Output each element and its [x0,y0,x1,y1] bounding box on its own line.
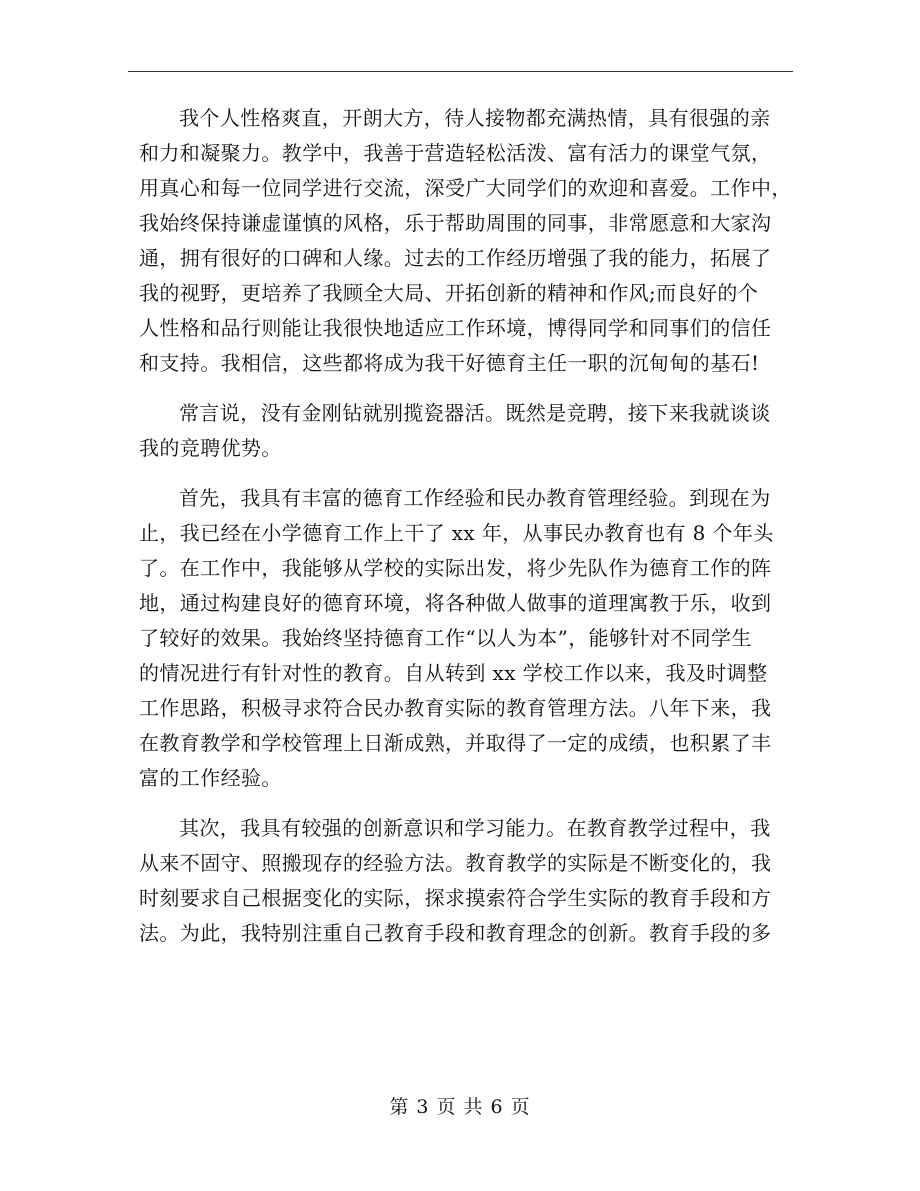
text-line: 了较好的效果。我始终坚持德育工作“以人为本”，能够针对不同学生 [139,626,752,650]
paragraph-spacing [139,381,784,396]
text-line: 法。为此，我特别注重自己教育手段和教育理念的创新。教育手段的多 [139,921,772,945]
text-line: 其次，我具有较强的创新意识和学习能力。在教育教学过程中，我 [179,816,771,840]
paragraph [139,811,784,951]
paragraph [139,481,784,796]
document-body [139,101,792,951]
text-line: 我的视野，更培养了我顾全大局、开拓创新的精神和作风;而良好的个 [139,281,759,305]
text-line: 用真心和每一位同学进行交流，深受广大同学们的欢迎和喜爱。工作中， [139,176,792,200]
text-line: 通，拥有很好的口碑和人缘。过去的工作经历增强了我的能力，拓展了 [139,246,772,270]
text-line: 我个人性格爽直，开朗大方，待人接物都充满热情，具有很强的亲 [179,106,771,130]
text-line: 富的工作经验。 [139,766,282,790]
paragraph [139,101,792,381]
text-line: 的情况进行有针对性的教育。自从转到 xx 学校工作以来，我及时调整 [139,661,768,685]
text-line: 和支持。我相信，这些都将成为我干好德育主任一职的沉甸甸的基石! [139,351,760,375]
text-line: 了。在工作中，我能够从学校的实际出发，将少先队作为德育工作的阵 [139,556,772,580]
text-line: 常言说，没有金刚钻就别揽瓷器活。既然是竞聘，接下来我就谈谈 [179,401,771,425]
text-line: 时刻要求自己根据变化的实际，探求摸索符合学生实际的教育手段和方 [139,886,772,910]
text-line: 我的竞聘优势。 [139,436,282,460]
text-line: 我始终保持谦虚谨慎的风格，乐于帮助周围的同事，非常愿意和大家沟 [139,211,772,235]
paragraph [139,396,784,466]
text-line: 地，通过构建良好的德育环境，将各种做人做事的道理寓教于乐，收到 [139,591,772,615]
text-line: 和力和凝聚力。教学中，我善于营造轻松活泼、富有活力的课堂气氛， [139,141,772,165]
paragraph-spacing [139,796,784,811]
text-line: 人性格和品行则能让我很快地适应工作环境，博得同学和同事们的信任 [139,316,772,340]
text-line: 从来不固守、照搬现存的经验方法。教育教学的实际是不断变化的，我 [139,851,772,875]
text-line: 工作思路，积极寻求符合民办教育实际的教育管理方法。八年下来，我 [139,696,772,720]
text-line: 止，我已经在小学德育工作上干了 xx 年，从事民办教育也有 8 个年头 [139,521,774,545]
paragraph-spacing [139,466,784,481]
page-number-footer: 第 3 页 共 6 页 [389,1096,531,1118]
text-line: 首先，我具有丰富的德育工作经验和民办教育管理经验。到现在为 [179,486,771,510]
header-divider [128,71,793,72]
text-line: 在教育教学和学校管理上日渐成熟，并取得了一定的成绩，也积累了丰 [139,731,772,755]
